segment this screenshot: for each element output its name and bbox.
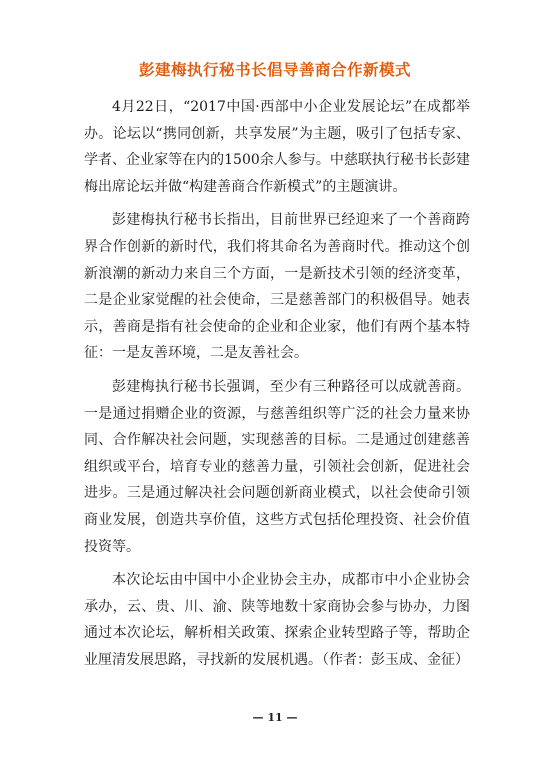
article-title: 彭建梅执行秘书长倡导善商合作新模式 bbox=[138, 61, 411, 79]
paragraph-1: 4月22日，“2017中国·西部中小企业发展论坛”在成都举办。论坛以“携同创新，共享发展”为主题，吸引了包括专家、学者、企业家等在内的1500余人参与。中慈联执行秘书长彭建梅出席论坛并做“构建善商合作新模式”的主题演讲。 bbox=[84, 99, 470, 195]
paragraph-3: 彭建梅执行秘书长强调，至少有三种路径可以成就善商。一是通过捐赠企业的资源，与慈善组织等广泛的社会力量来协同、合作解决社会问题，实现慈善的目标。二是通过创建慈善组织或平台，培育专业的慈善力量，引领社会创新，促进社会进步。三是通过解决社会问题创新商业模式，以社会使命引领商业发展，创造共享价值，这些方式包括伦理投资、社会价值投资等。 bbox=[84, 378, 470, 555]
paragraph-2: 彭建梅执行秘书长指出，目前世界已经迎来了一个善商跨界合作创新的新时代，我们将其命名为善商时代。推动这个创新浪潮的新动力来自三个方面，一是新技术引领的经济变革，二是企业家觉醒的社会使命，三是慈善部门的积极倡导。她表示，善商是指有社会使命的企业和企业家，他们有两个基本特征：一是友善环境，二是友善社会。 bbox=[84, 212, 470, 362]
page-number: — 11 — bbox=[252, 711, 298, 724]
article-body bbox=[84, 94, 470, 680]
paragraph-4: 本次论坛由中国中小企业协会主办，成都市中小企业协会承办，云、贵、川、渝、陕等地数十家商协会参与协办，力图通过本次论坛，解析相关政策、探索企业转型路子等，帮助企业厘清发展思路，寻找新的发展机遇。（作者：彭玉成、金征） bbox=[84, 572, 470, 668]
